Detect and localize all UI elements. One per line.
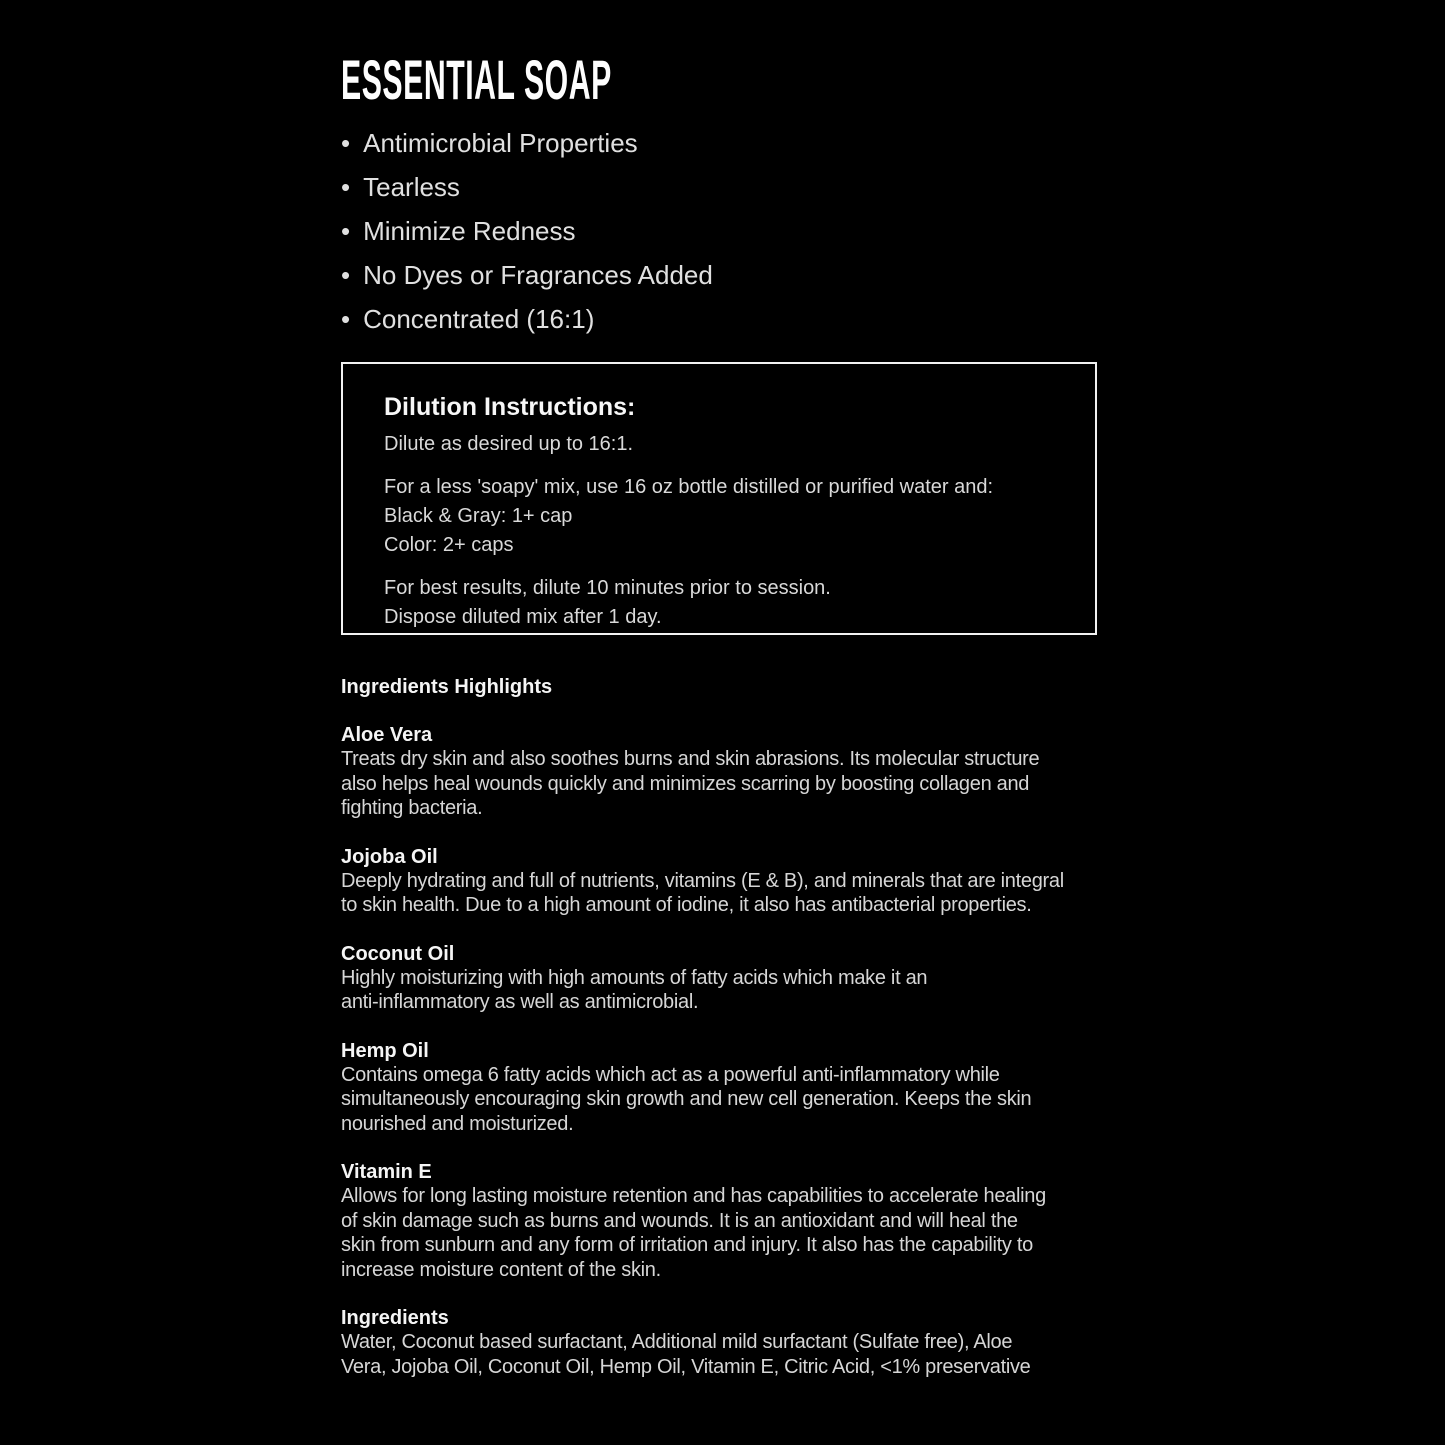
bullet-icon: • bbox=[341, 172, 351, 202]
feature-item bbox=[341, 218, 1181, 244]
feature-label: No Dyes or Fragrances Added bbox=[363, 260, 713, 290]
highlight-section-coconut-oil bbox=[341, 942, 1181, 1015]
dilution-intro: Dilute as desired up to 16:1. bbox=[384, 433, 634, 455]
ingredients-heading: Ingredients bbox=[341, 1307, 449, 1329]
highlight-name: Hemp Oil bbox=[341, 1039, 429, 1062]
dilution-heading: Dilution Instructions: bbox=[384, 393, 636, 421]
highlight-section-aloe-vera bbox=[341, 723, 1181, 821]
highlight-name: Coconut Oil bbox=[341, 942, 455, 965]
highlight-name: Jojoba Oil bbox=[341, 845, 438, 868]
ingredients-highlights-heading: Ingredients Highlights bbox=[341, 676, 553, 698]
highlight-description: Contains omega 6 fatty acids which act as a powerful anti-inflammatory while simultaneously encouraging skin growth and new cell generation. Keeps the skin nourished and moisturized. bbox=[341, 1063, 1032, 1135]
highlight-description: Deeply hydrating and full of nutrients, vitamins (E & B), and minerals that are integral to skin health. Due to a high amount of iodine, it also has antibacterial properties. bbox=[341, 869, 1064, 916]
ingredients-list: Water, Coconut based surfactant, Additional mild surfactant (Sulfate free), Aloe Vera, Jojoba Oil, Coconut Oil, Hemp Oil, Vitamin E, Citric Acid, <1% preservative bbox=[341, 1331, 1031, 1378]
ingredients-section bbox=[341, 1306, 1181, 1379]
feature-item bbox=[341, 174, 1181, 200]
highlight-section-vitamin-e bbox=[341, 1160, 1181, 1282]
bullet-icon: • bbox=[341, 128, 351, 158]
bullet-icon: • bbox=[341, 304, 351, 334]
dilution-mix-ratios: For a less 'soapy' mix, use 16 oz bottle distilled or purified water and: Black & Gray: 1+ cap Color: 2+ caps bbox=[384, 476, 994, 556]
feature-item bbox=[341, 262, 1181, 288]
bullet-icon: • bbox=[341, 260, 351, 290]
highlight-name: Aloe Vera bbox=[341, 724, 433, 746]
bullet-icon: • bbox=[341, 216, 351, 246]
page-title: ESSENTIAL SOAP bbox=[341, 48, 612, 111]
feature-label: Minimize Redness bbox=[363, 216, 576, 246]
highlight-description: Highly moisturizing with high amounts of fatty acids which make it an anti-inflammatory as well as antimicrobial. bbox=[341, 966, 928, 1013]
feature-item bbox=[341, 306, 1181, 332]
highlight-name: Vitamin E bbox=[341, 1161, 432, 1183]
dilution-instructions-box bbox=[341, 362, 1097, 635]
highlight-description: Treats dry skin and also soothes burns and skin abrasions. Its molecular structure also helps heal wounds quickly and minimizes scarring by boosting collagen and fighting bacteria. bbox=[341, 748, 1040, 819]
content-column bbox=[341, 0, 1181, 1379]
feature-item bbox=[341, 130, 1181, 156]
dilution-timing: For best results, dilute 10 minutes prior to session. Dispose diluted mix after 1 day. bbox=[384, 577, 831, 628]
highlight-section-hemp-oil bbox=[341, 1039, 1181, 1137]
highlight-section-jojoba-oil bbox=[341, 845, 1181, 918]
feature-list bbox=[341, 130, 1181, 332]
highlight-description: Allows for long lasting moisture retention and has capabilities to accelerate healing of skin damage such as burns and wounds. It is an antioxidant and will heal the skin from sunburn and any form of irritation and injury. It also has the capability to increase moisture content of the skin. bbox=[341, 1185, 1046, 1281]
feature-label: Tearless bbox=[363, 172, 460, 202]
feature-label: Antimicrobial Properties bbox=[363, 128, 638, 158]
feature-label: Concentrated (16:1) bbox=[363, 304, 595, 334]
